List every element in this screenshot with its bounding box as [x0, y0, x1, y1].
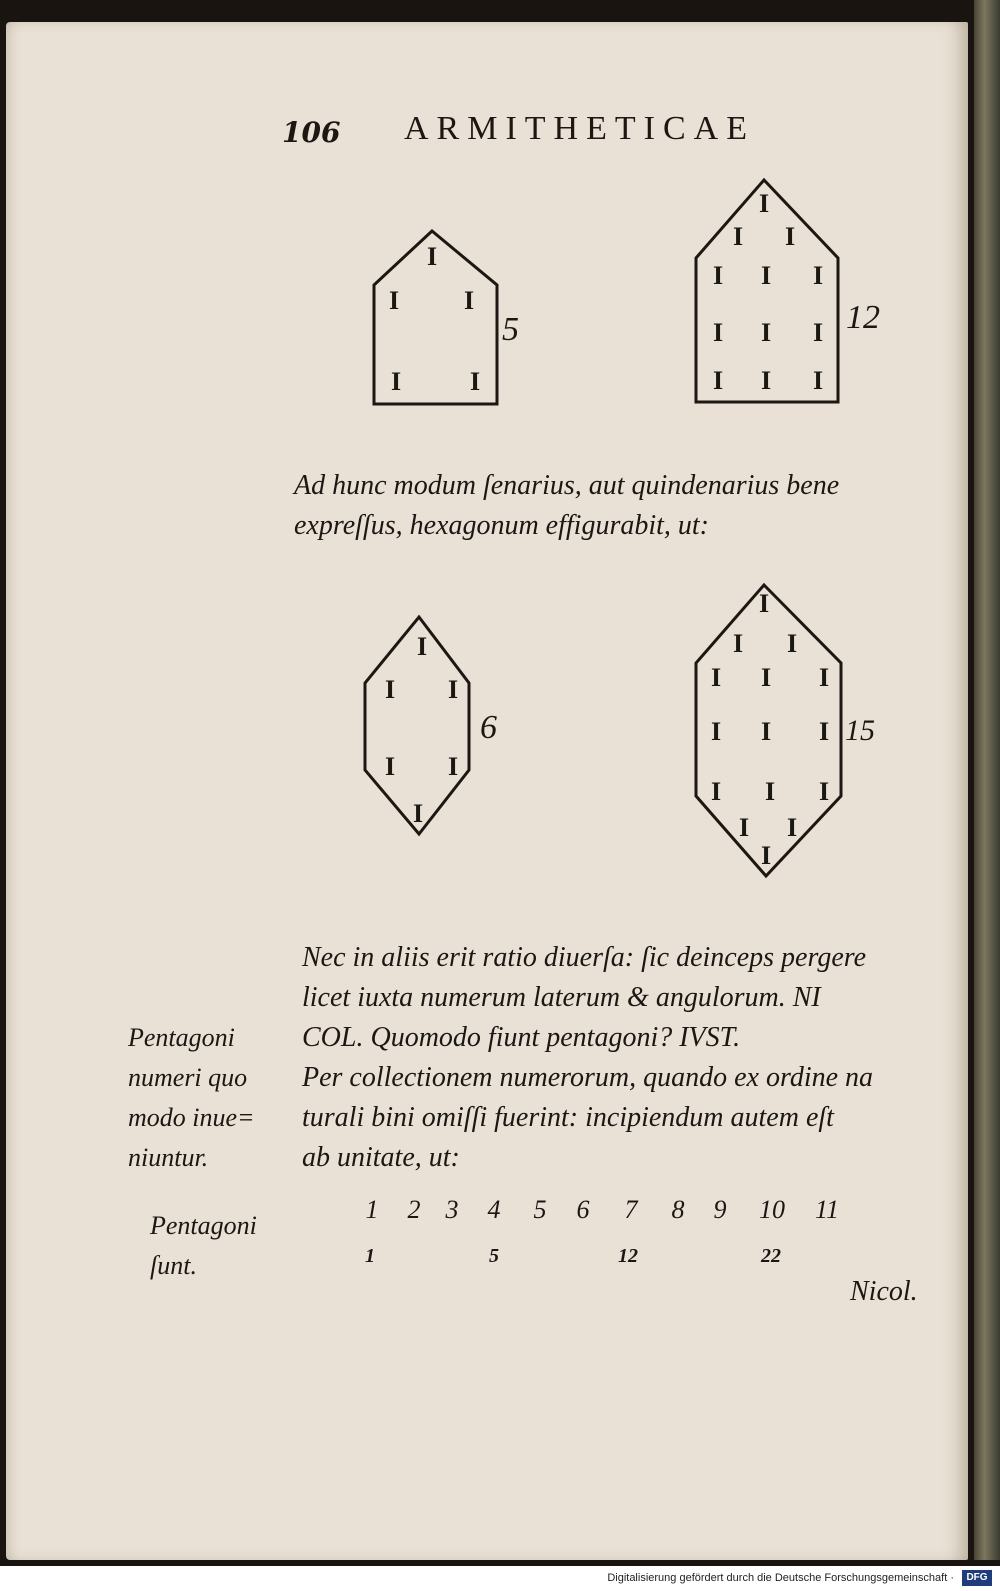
text-line: licet iuxta numerum laterum & angulorum. NI [302, 982, 821, 1013]
unit-mark: I [784, 222, 796, 251]
unit-mark: I [384, 752, 396, 781]
margin-line: Pentagoni [128, 1023, 235, 1052]
natural-number: 8 [671, 1195, 685, 1224]
unit-mark: I [760, 261, 772, 290]
natural-number: 2 [407, 1195, 421, 1224]
unit-mark: I [764, 777, 776, 806]
pentagon-12-label: 12 [846, 299, 880, 336]
margin-line: niuntur. [128, 1143, 209, 1172]
natural-number: 3 [445, 1195, 459, 1224]
unit-mark: I [710, 663, 722, 692]
pentagon-5-label: 5 [502, 311, 519, 348]
digitization-footer [0, 1566, 1000, 1591]
page-number: 106 [282, 116, 341, 149]
unit-mark: I [760, 841, 772, 870]
unit-mark: I [447, 752, 459, 781]
unit-mark: I [388, 286, 400, 315]
footer-text: Digitalisierung gefördert durch die Deutsche Forschungsgemeinschaft · [607, 1572, 954, 1584]
text-line: turali bini omiſſi fuerint: incipiendum autem eſt [302, 1102, 834, 1133]
unit-mark: I [469, 367, 481, 396]
natural-number: 7 [624, 1195, 638, 1224]
running-title: ARMITHETICAE [404, 110, 755, 147]
margin-line: numeri quo [128, 1063, 248, 1092]
unit-mark: I [760, 366, 772, 395]
unit-mark: I [760, 663, 772, 692]
unit-mark: I [390, 367, 402, 396]
unit-mark: I [426, 242, 438, 271]
pentagonal-number: 5 [489, 1245, 499, 1267]
hexagon-15-label: 15 [845, 714, 875, 747]
unit-mark: I [738, 813, 750, 842]
unit-mark: I [732, 222, 744, 251]
unit-mark: I [812, 318, 824, 347]
margin-line: ſunt. [150, 1251, 197, 1280]
unit-mark: I [760, 318, 772, 347]
text-line: COL. Quomodo fiunt pentagoni? IVST. [302, 1022, 741, 1053]
unit-mark: I [818, 663, 830, 692]
unit-mark: I [812, 261, 824, 290]
natural-number: 6 [576, 1195, 590, 1224]
natural-number: 11 [814, 1195, 840, 1224]
natural-number: 5 [533, 1195, 547, 1224]
text-line: Nec in aliis erit ratio diuerſa: ſic deinceps pergere [302, 942, 867, 973]
text-line: expreſſus, hexagonum effigurabit, ut: [294, 510, 709, 541]
pentagonal-number: 12 [618, 1245, 638, 1267]
natural-number: 9 [713, 1195, 727, 1224]
natural-number: 4 [487, 1195, 501, 1224]
unit-mark: I [818, 777, 830, 806]
unit-mark: I [732, 629, 744, 658]
text-line: Ad hunc modum ſenarius, aut quindenarius bene [294, 470, 840, 501]
unit-mark: I [786, 629, 798, 658]
unit-mark: I [712, 261, 724, 290]
text-line: ab unitate, ut: [302, 1142, 460, 1173]
margin-line: modo inue= [128, 1103, 255, 1132]
pentagonal-number: 22 [761, 1245, 781, 1267]
unit-mark: I [384, 675, 396, 704]
unit-mark: I [416, 632, 428, 661]
text-line: Per collectionem numerorum, quando ex ordine na [302, 1062, 874, 1093]
unit-mark: I [710, 717, 722, 746]
unit-mark: I [447, 675, 459, 704]
pentagonal-number: 1 [365, 1245, 375, 1267]
catchword: Nicol. [850, 1276, 918, 1307]
margin-line: Pentagoni [150, 1211, 257, 1240]
unit-mark: I [818, 717, 830, 746]
natural-number: 10 [759, 1195, 785, 1224]
unit-mark: I [412, 799, 424, 828]
unit-mark: I [786, 813, 798, 842]
unit-mark: I [758, 589, 770, 618]
unit-mark: I [758, 189, 770, 218]
unit-mark: I [712, 366, 724, 395]
unit-mark: I [760, 717, 772, 746]
hexagon-6-label: 6 [480, 709, 497, 746]
natural-number: 1 [365, 1195, 379, 1224]
unit-mark: I [463, 286, 475, 315]
dfg-logo: DFG [962, 1570, 992, 1586]
unit-mark: I [710, 777, 722, 806]
unit-mark: I [712, 318, 724, 347]
unit-mark: I [812, 366, 824, 395]
